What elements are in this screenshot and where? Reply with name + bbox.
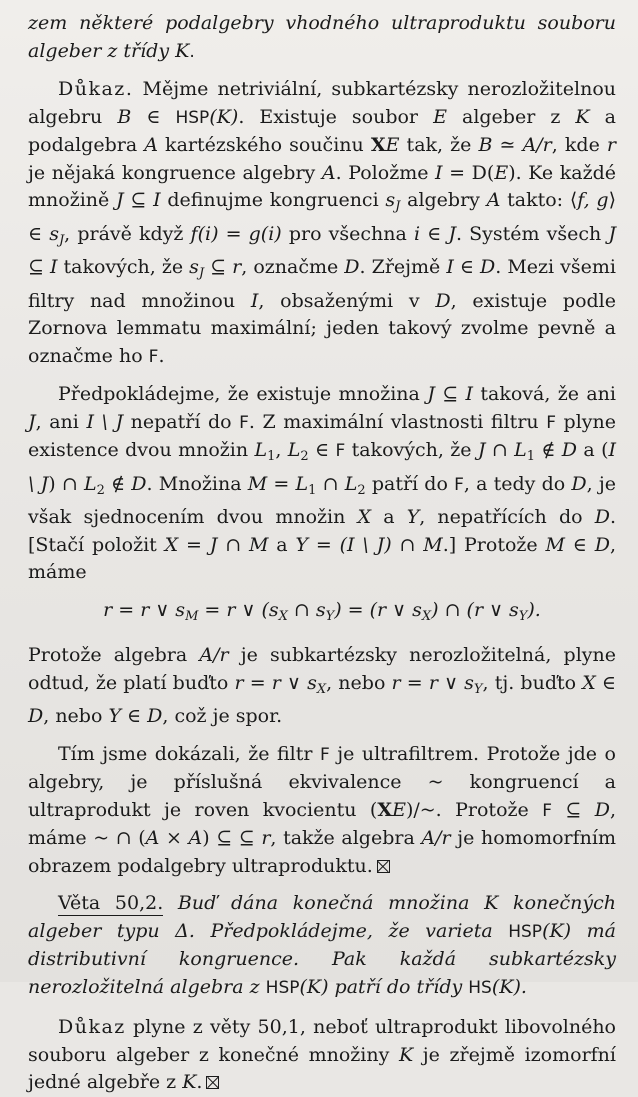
display-equation: r = r ∨ $s_M = r$ ∨ ($s_X$ ∩ $s_Y) = (r$ ∨ $s_X$) ∩ (r ∨ $s_Y$).	[103, 598, 541, 624]
paragraph-continuation: zem některé podalgebry vhodného ultraproduktu souboru algeber z třídy K.	[28, 12, 616, 62]
proof-paragraph-1: Důkaz. Mějme netriviální, subkartézsky nerozložitelnou algebru B ∈ HSP(K). Existuje soubor E algeber z K a podalgebra A kartézského součinu XE tak, že B ≃ A/r, kde r je nějaká kongruence algebry A. Položme I = D(E). Ke každé množině J ⊆ I definujme kongruenci $s_J$ algebry A takto: ⟨f, g⟩ ∈ $s_J$, právě když f(i) = g(i) pro všechna i ∈ J. Systém všech J ⊆ I takových, že $s_J$ ⊆ r, označme D. Zřejmě I ∈ D. Mezi všemi filtry nad množinou I, obsaženými v D, existuje podle Zornova lemmatu maximální; jeden takový zvolme pevně a označme ho F.	[28, 78, 617, 367]
proof-heading-2: Důkaz	[58, 1016, 126, 1038]
proof-heading: Důkaz.	[58, 78, 134, 100]
qed-icon	[377, 860, 390, 873]
theorem-50-2: Věta 50,2. Buď dána konečná množina K konečných algeber typu Δ. Předpokládejme, že varieta HSP(K) má distributivní kongruence. Pak každá subkartézsky nerozložitelná algebra z HSP(K) patří do třídy HS(K).	[28, 892, 616, 998]
proof-paragraph-4: Tím jsme dokázali, že filtr F je ultrafiltrem. Protože jde o algebry, je příslušná ekvivalence ~ kongruencí a ultraprodukt je roven kvocientu (XE)/~. Protože F ⊆ D, máme ~ ∩ (A × A) ⊆ ⊆ r, takže algebra A/r je homomorfním obrazem podalgebry ultraproduktu.	[28, 742, 617, 877]
proof-paragraph-5: Důkaz plyne z věty 50,1, neboť ultraprodukt libovolného souboru algeber z konečné množiny K je zřejmě izomorfní jedné algebře z K.	[28, 1016, 616, 1093]
theorem-heading: Věta 50,2.	[58, 892, 164, 914]
qed-icon-2	[206, 1076, 219, 1089]
proof-paragraph-3: Protože algebra A/r je subkartézsky nerozložitelná, plyne odtud, že platí buďto r = r ∨ $s_X$, nebo r = r ∨ $s_Y$, tj. buďto X ∈ D, nebo Y ∈ D, což je spor.	[28, 644, 616, 727]
proof-paragraph-2: Předpokládejme, že existuje množina J ⊆ I taková, že ani J, ani I \ J nepatří do F. Z maximální vlastnosti filtru F plyne existence dvou množin $L_1$, $L_2$ ∈ F takových, že J ∩ $L_1$ ∉ D a (I \ J) ∩ $L_2$ ∉ D. Množina $M = L_1$ ∩ $L_2$ patří do F, a tedy do D, je však sjednocením dvou množin X a Y, nepatřících do D. [Stačí položit X = J ∩ M a Y = (I \ J) ∩ M.] Protože M ∈ D, máme	[28, 383, 617, 583]
